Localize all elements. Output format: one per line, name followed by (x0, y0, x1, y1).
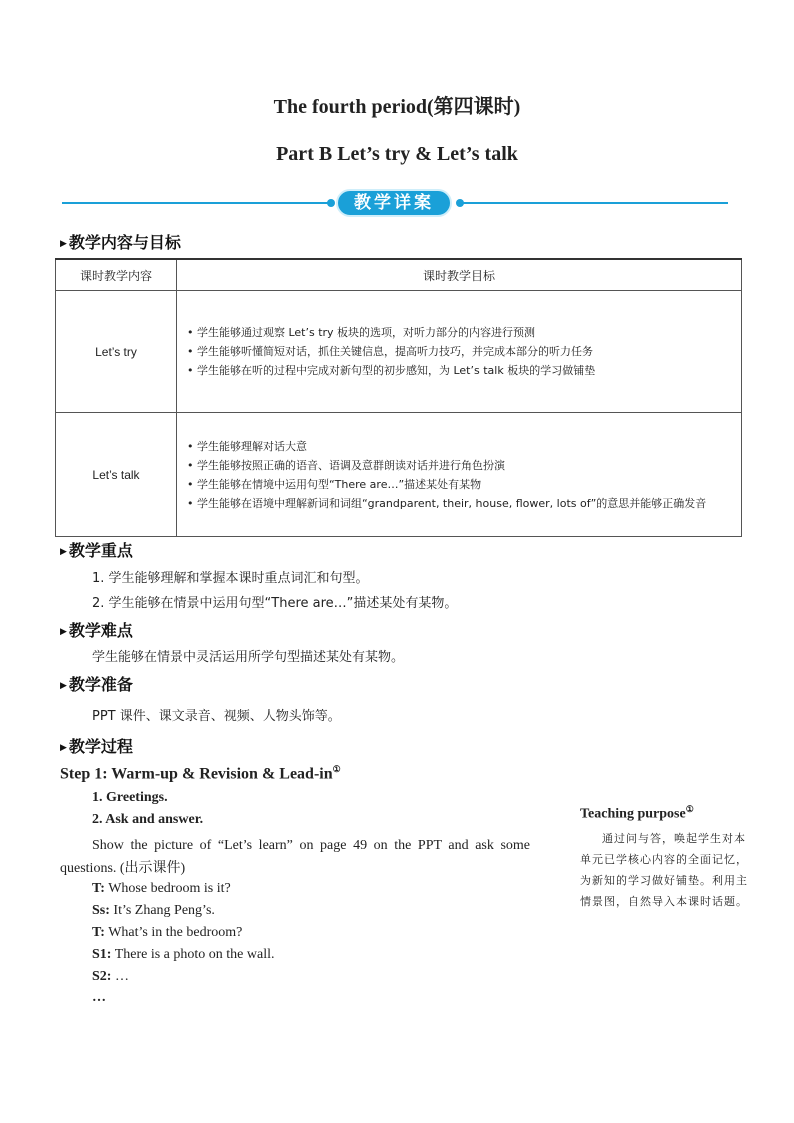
triangle-bullet-icon: ▶ (60, 239, 67, 249)
banner-dot-left (327, 199, 335, 207)
utterance: It’s Zhang Peng’s. (113, 903, 215, 918)
section-key-points (60, 538, 133, 561)
table-row (56, 413, 742, 537)
section-preparation-label: 教学准备 (68, 675, 133, 694)
utterance: … (114, 969, 129, 984)
greetings: 1. Greetings. (92, 790, 168, 805)
speaker: T: (92, 925, 105, 940)
speaker: Ss: (92, 903, 110, 918)
footnote-mark: ① (685, 804, 694, 814)
section-content-goals-label: 教学内容与目标 (68, 233, 181, 252)
table-row (56, 291, 742, 413)
table-header-row (56, 259, 742, 291)
footnote-mark: ① (332, 764, 341, 774)
speaker: … (92, 990, 106, 1005)
instruction-text: Show the picture of “Let’s learn” on page 49 on the PPT and ask some questions. (出示课件) (60, 838, 530, 876)
goal-item: • 学生能够通过观察 Let’s try 板块的选项，对听力部分的内容进行预测 (187, 326, 536, 339)
utterance: What’s in the bedroom? (108, 925, 243, 940)
table-cell-goals (177, 291, 742, 413)
dialogue-line (92, 881, 231, 897)
section-difficulties (60, 618, 133, 641)
section-difficulties-label: 教学难点 (68, 621, 133, 640)
speaker: S1: (92, 947, 112, 962)
section-preparation (60, 672, 133, 695)
triangle-bullet-icon: ▶ (60, 681, 67, 691)
speaker: T: (92, 881, 105, 896)
teaching-purpose-title (580, 804, 694, 823)
dialogue-line (92, 990, 106, 1006)
goals-table (55, 258, 742, 537)
triangle-bullet-icon: ▶ (60, 743, 67, 753)
utterance: Whose bedroom is it? (108, 881, 231, 896)
goal-item: • 学生能够在情境中运用句型“There are…”描述某处有某物 (187, 477, 482, 491)
triangle-bullet-icon: ▶ (60, 627, 67, 637)
dialogue-line (92, 969, 129, 985)
dialogue-line (92, 903, 215, 919)
table-cell-goals (177, 413, 742, 537)
key-point-2: 2. 学生能够在情景中运用句型“There are…”描述某处有某物。 (92, 596, 458, 611)
dialogue-line (92, 925, 242, 941)
teaching-purpose-label: Teaching purpose (580, 806, 686, 822)
goal-item: • 学生能够听懂简短对话，抓住关键信息，提高听力技巧，并完成本部分的听力任务 (187, 345, 593, 358)
step1-title: Step 1: Warm-up & Revision & Lead-in (60, 765, 333, 783)
table-cell-content: Let’s try (56, 291, 177, 413)
table-cell-content: Let’s talk (56, 413, 177, 537)
lesson-subtitle: Part B Let’s try & Let’s talk (276, 143, 518, 165)
goal-item: • 学生能够按照正确的语音、语调及意群朗读对话并进行角色扮演 (187, 458, 505, 472)
banner-line-right (462, 202, 728, 204)
banner-label: 教学详案 (336, 189, 452, 217)
section-key-points-label: 教学重点 (68, 541, 133, 560)
goal-item: • 学生能够在语境中理解新词和词组“grandparent, their, house, flower, lots of”的意思并能够正确发音 (187, 496, 707, 510)
speaker: S2: (92, 969, 112, 984)
section-process-label: 教学过程 (68, 737, 133, 756)
table-header-goals: 课时教学目标 (177, 259, 742, 291)
banner-line-left (62, 202, 330, 204)
table-header-content: 课时教学内容 (56, 259, 177, 291)
ask-and-answer: 2. Ask and answer. (92, 812, 204, 827)
triangle-bullet-icon: ▶ (60, 547, 67, 557)
section-content-goals (60, 230, 181, 253)
teaching-purpose-body: 通过问与答，唤起学生对本单元已学核心内容的全面记忆，为新知的学习做好铺垫。利用主情景图，自然导入本课时话题。 (580, 832, 748, 908)
preparation-text: PPT 课件、课文录音、视频、人物头饰等。 (92, 709, 341, 724)
goal-item: • 学生能够在听的过程中完成对新句型的初步感知，为 Let’s talk 板块的学习做铺垫 (187, 364, 596, 377)
step1-heading (60, 764, 341, 783)
difficulty-text: 学生能够在情景中灵活运用所学句型描述某处有某物。 (92, 650, 405, 665)
goal-item: • 学生能够理解对话大意 (187, 439, 307, 453)
lesson-title: The fourth period(第四课时) (273, 96, 521, 118)
section-process (60, 734, 133, 757)
utterance: There is a photo on the wall. (114, 947, 275, 962)
dialogue-line (92, 947, 275, 963)
key-point-1: 1. 学生能够理解和掌握本课时重点词汇和句型。 (92, 571, 369, 586)
